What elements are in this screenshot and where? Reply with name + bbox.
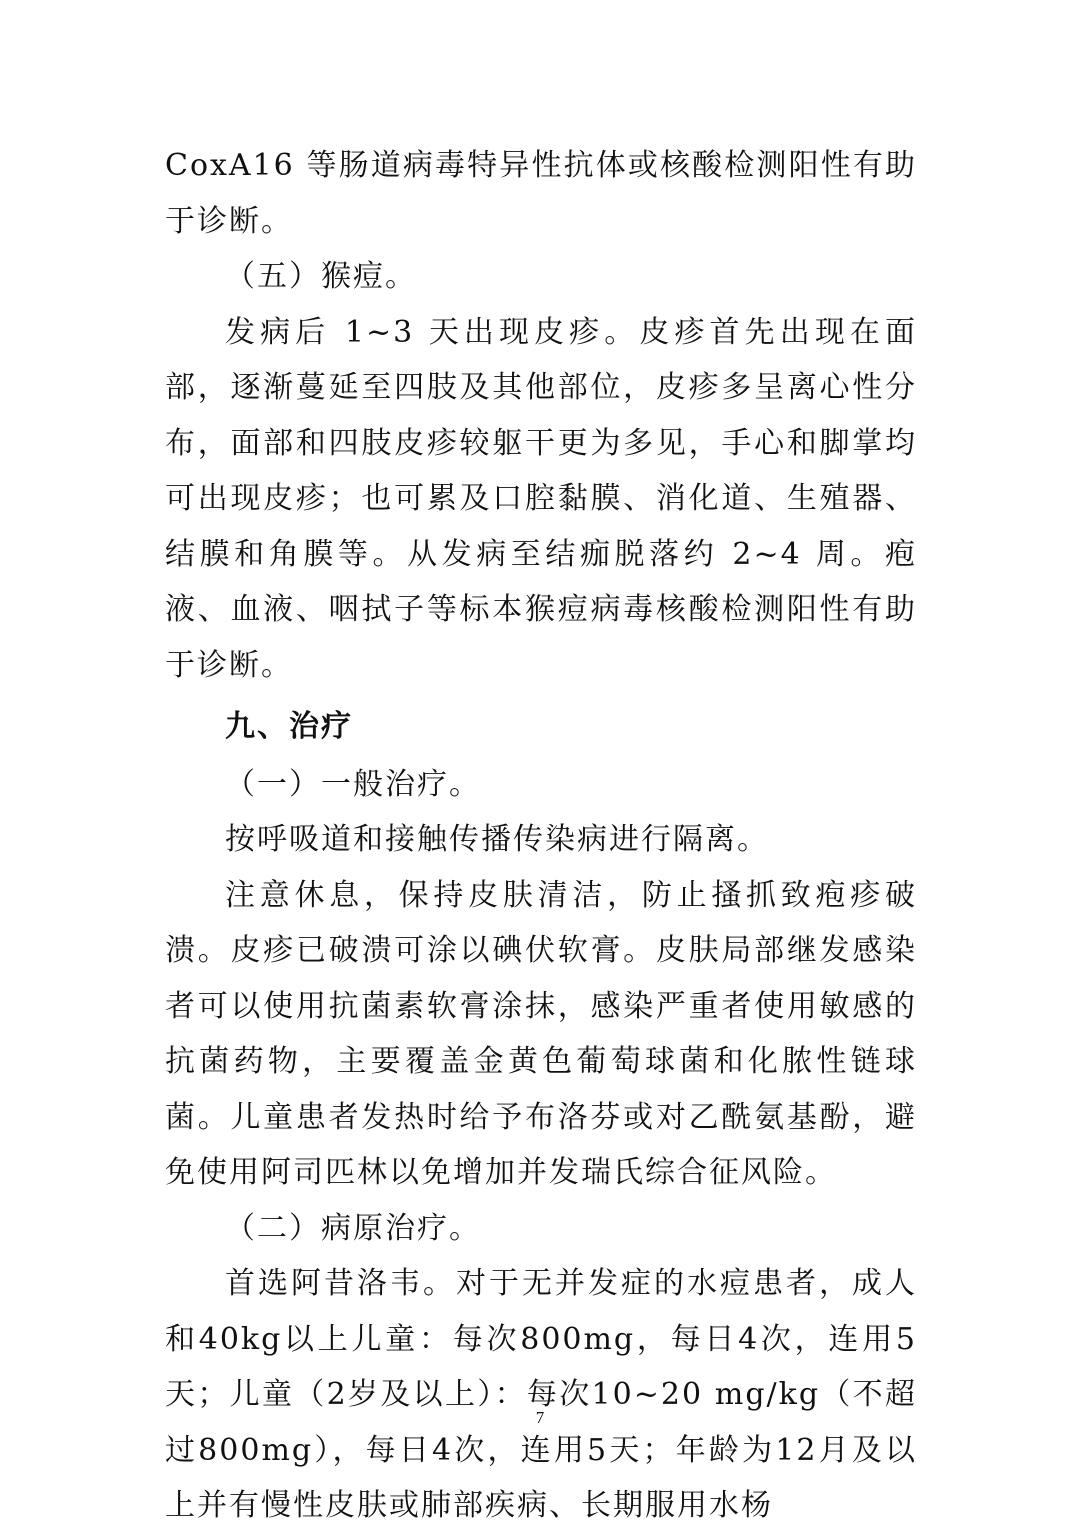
- subheading-general-treatment: （一）一般治疗。: [225, 766, 481, 802]
- paragraph-mpox-description: 发病后 1~3 天出现皮疹。皮疹首先出现在面部，逐渐蔓延至四肢及其他部位，皮疹多呈离心性分布，面部和四肢皮疹较躯干更为多见，手心和脚掌均可出现皮疹；也可累及口腔黏膜、消化道、生殖器、结膜和角膜等。从发病至结痂脱落约 2~4 周。疱液、血液、咽拭子等标本猴痘病毒核酸检测阳性有助于诊断。: [165, 314, 917, 683]
- paragraph-diagnosis-coxa16: CoxA16 等肠道病毒特异性抗体或核酸检测阳性有助于诊断。: [165, 148, 917, 239]
- page-number: 7: [535, 1408, 545, 1427]
- paragraph-isolation: 按呼吸道和接触传播传染病进行隔离。: [225, 822, 769, 857]
- subheading-etiologic-treatment: （二）病原治疗。: [225, 1210, 481, 1246]
- subheading-mpox: （五）猴痘。: [225, 259, 417, 294]
- paragraph-skin-care: 注意休息，保持皮肤清洁，防止搔抓致疱疹破溃。皮疹已破溃可涂以碘伏软膏。皮肤局部继发感染者可以使用抗菌素软膏涂抹，感染严重者使用敏感的抗菌药物，主要覆盖金黄色葡萄球菌和化脓性链球菌。儿童患者发热时给予布洛芬或对乙酰氨基酚，避免使用阿司匹林以免增加并发瑞氏综合征风险。: [165, 877, 917, 1190]
- document-body: [165, 138, 917, 1534]
- section-heading-treatment: 九、治疗: [225, 709, 353, 744]
- paragraph-acyclovir: 首选阿昔洛韦。对于无并发症的水痘患者，成人和40kg以上儿童：每次800mg，每日4次，连用5天；儿童（2岁及以上）：每次10~20 mg/kg（不超过800mg），每日4次，连用5天；年龄为12月及以上并有慢性皮肤或肺部疾病、长期服用水杨: [165, 1266, 917, 1523]
